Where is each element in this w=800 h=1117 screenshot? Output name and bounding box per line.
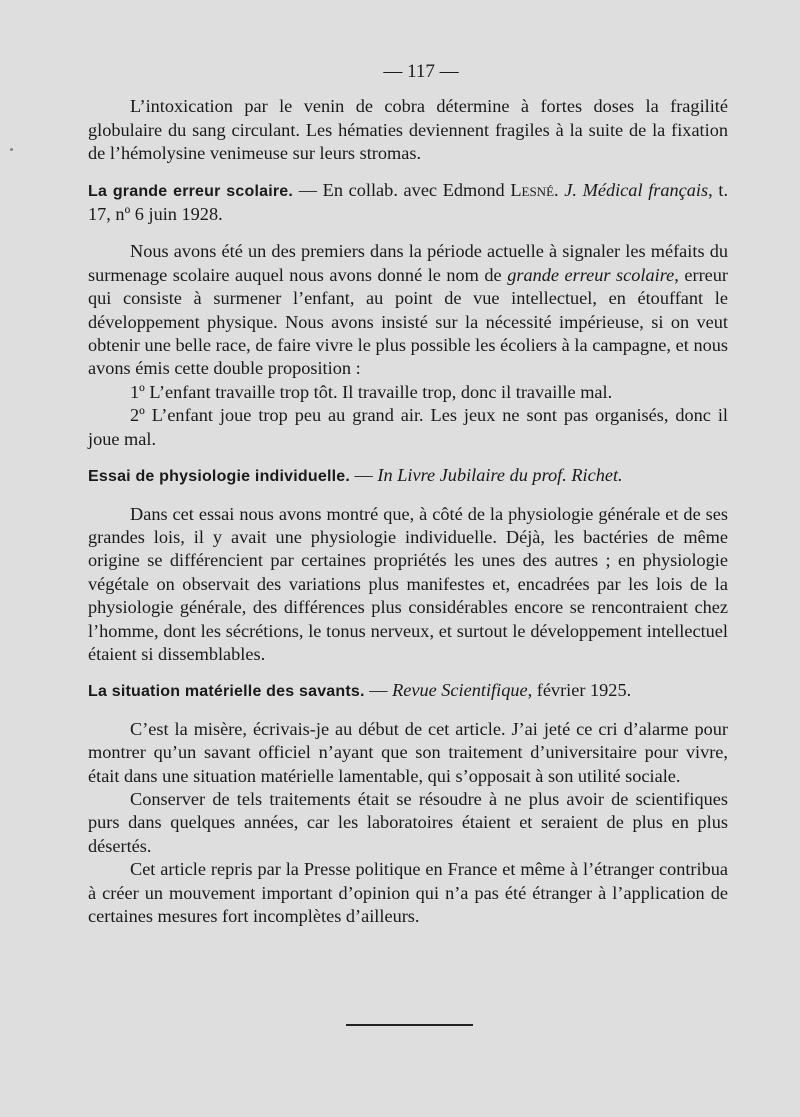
section-dash: — [364, 680, 393, 701]
publication-details: , février 1925. [527, 680, 632, 701]
author-name: Lesné [510, 179, 555, 200]
list-item: 1º L’enfant travaille trop tôt. Il travaille trop, donc il travaille mal. [130, 381, 613, 402]
closing-rule [346, 1024, 473, 1026]
paragraph: Dans cet essai nous avons montré que, à côté de la physiologie générale et de ses grandes lois, il y avait une physiologie individuelle. Déjà, les bactéries de même origine se différencient par certaines propriétés les unes des autres ; en physiologie végétale on observait des variations plus manifestes et, encadrées par les lois de la physiologie générale, des différences plus considérables encore se rencontraient chez l’homme, dont les sécrétions, le tonus nerveux, et surtout le développement intellectuel étaient si dissemblables. [88, 503, 728, 664]
paragraph-text: Nous avons été un des premiers dans la période actuelle à signaler les méfaits du surmenage scolaire auquel nous avons donné le nom de [88, 241, 728, 285]
separator: . [554, 179, 565, 200]
intro-paragraph: L’intoxication par le venin de cobra détermine à fortes doses la fragilité globulaire du sang circulant. Les hématies deviennent fragiles à la suite de la fixation de l’hémolysine venimeuse sur leurs stromas. [88, 96, 728, 164]
section-dash: — En collab. avec Edmond [293, 179, 511, 200]
section-title: Essai de physiologie individuelle. [88, 468, 350, 486]
section-heading-physiologie [88, 464, 728, 488]
paragraph: C’est la misère, écrivais-je au début de cet article. J’ai jeté ce cri d’alarme pour montrer qu’un savant officiel n’ayant que son traitement d’universitaire pour vivre, était dans une situation matérielle lamentable, qui s’opposait à son utilité sociale. [88, 718, 728, 786]
page-content [88, 60, 728, 928]
section-dash: — [349, 465, 378, 486]
section-heading-grande-erreur [88, 179, 728, 227]
paper-speck [10, 148, 13, 151]
journal-name: J. Médical français [564, 179, 709, 200]
paragraph [88, 240, 728, 380]
paragraph: Conserver de tels traitements était se résoudre à ne plus avoir de scientifiques purs dans quelques années, car les laboratoires étaient et seraient de plus en plus désertés. [88, 788, 728, 856]
page-number: — 117 — [383, 61, 459, 82]
section-title: La grande erreur scolaire. [88, 182, 294, 200]
publication-details: , t. 17, nº 6 juin 1928. [88, 179, 729, 225]
paragraph: Cet article repris par la Presse politique en France et même à l’étranger contribua à créer un mouvement important d’opinion qui n’a pas été étranger à l’application de certaines mesures fort incomplètes d’ailleurs. [88, 859, 728, 926]
section-title: La situation matérielle des savants. [88, 683, 365, 701]
section-heading-situation [88, 679, 728, 703]
source-name: In Livre Jubilaire du prof. Richet. [377, 465, 623, 486]
emphasis-text: grande erreur scolaire [507, 264, 675, 285]
paragraph-text: , erreur qui consiste à surmener l’enfant, au point de vue intellectuel, en étouffant le développement physique. Nous avons insisté sur la nécessité impérieuse, si on veut obtenir une belle race, de faire vivre le plus possible les écoliers à la campagne, et nous avons émis cette double proposition : [88, 264, 728, 379]
list-item: 2º L’enfant joue trop peu au grand air. Les jeux ne sont pas organisés, donc il joue mal. [88, 405, 728, 449]
source-name: Revue Scientifique [392, 680, 528, 701]
